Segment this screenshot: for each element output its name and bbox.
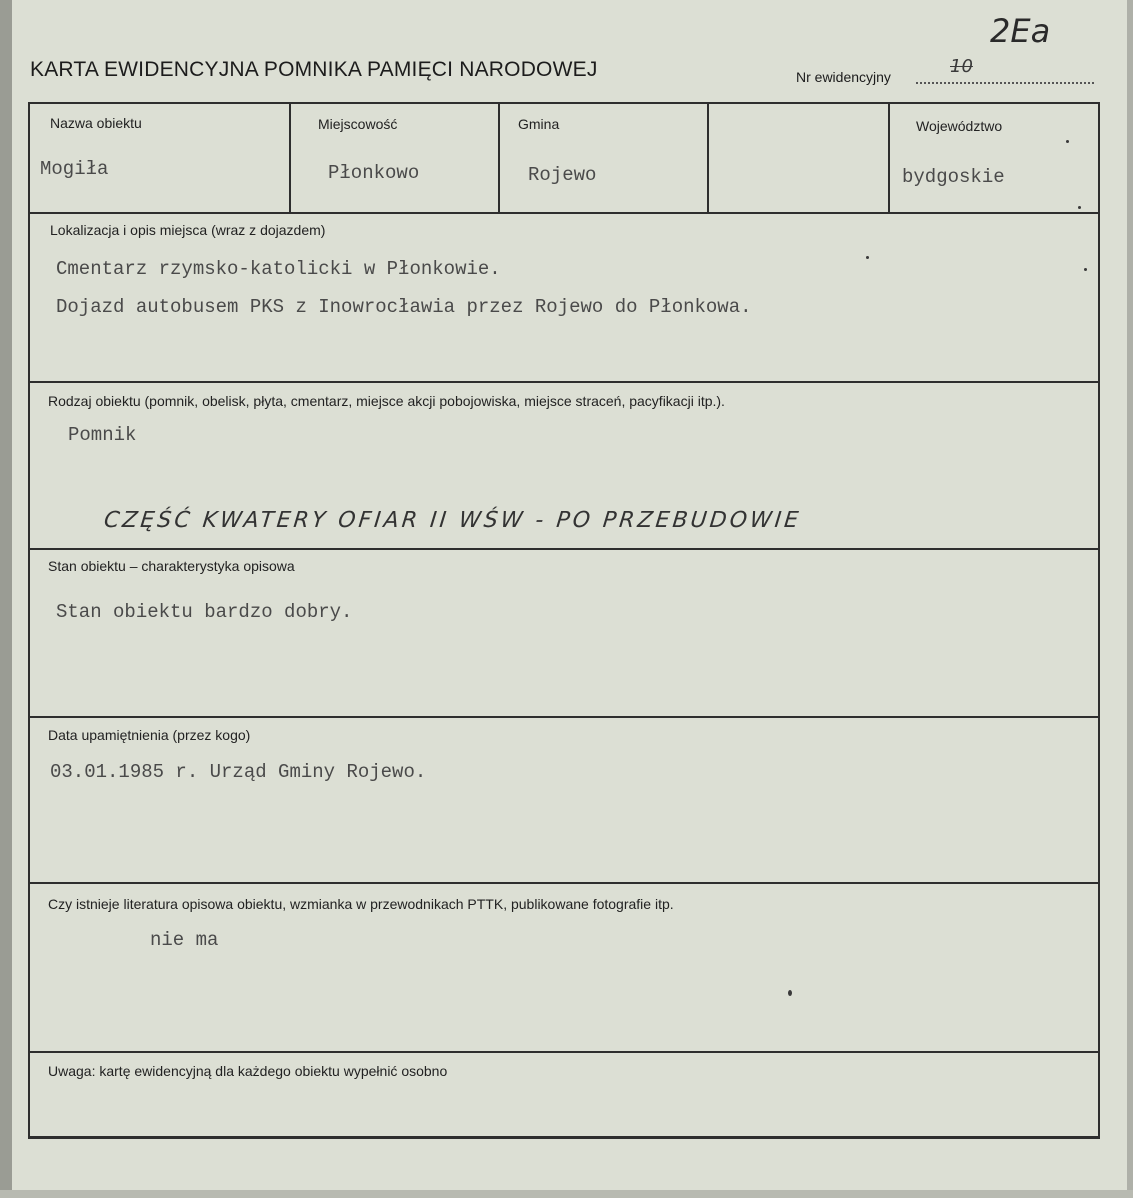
literatura-value: nie ma [150, 929, 219, 951]
column-divider-3 [707, 102, 709, 213]
uwaga-note: Uwaga: kartę ewidencyjną dla każdego obiektu wypełnić osobno [48, 1063, 448, 1079]
lokalizacja-line-1: Cmentarz rzymsko-katolicki w Płonkowie. [56, 258, 501, 280]
literatura-label: Czy istnieje literatura opisowa obiektu, wzmianka w przewodnikach PTTK, publikowane fotografie itp. [48, 896, 674, 912]
rodzaj-obiektu-value: Pomnik [68, 424, 137, 446]
gmina-label: Gmina [518, 116, 560, 132]
lokalizacja-line-2: Dojazd autobusem PKS z Inowrocławia przez Rojewo do Płonkowa. [56, 296, 752, 318]
scan-edge-bottom [0, 1190, 1133, 1198]
section-line-5 [28, 882, 1100, 884]
paper-speck [866, 256, 869, 259]
column-divider-4 [888, 102, 890, 213]
wojewodztwo-label: Województwo [916, 118, 1003, 134]
miejscowosc-label: Miejscowość [318, 116, 398, 132]
section-line-2 [28, 381, 1100, 383]
miejscowosc-value: Płonkowo [328, 162, 420, 184]
record-number-struck: 10 [950, 56, 973, 77]
record-number-dotted-line [916, 82, 1094, 84]
scan-edge-left [0, 0, 12, 1198]
nazwa-obiektu-value: Mogiła [40, 158, 109, 180]
column-divider-2 [498, 102, 500, 213]
lokalizacja-label: Lokalizacja i opis miejsca (wraz z dojazdem) [50, 222, 326, 238]
nazwa-obiektu-label: Nazwa obiektu [50, 115, 142, 131]
stan-obiektu-label: Stan obiektu – charakterystyka opisowa [48, 558, 295, 574]
gmina-value: Rojewo [528, 164, 597, 186]
frame-left-line [28, 102, 30, 1137]
paper-speck [788, 990, 792, 996]
wojewodztwo-value: bydgoskie [902, 166, 1005, 188]
scan-edge-right [1127, 0, 1133, 1198]
section-line-6 [28, 1051, 1100, 1053]
paper-speck [1066, 140, 1069, 143]
card-title: KARTA EWIDENCYJNA POMNIKA PAMIĘCI NARODOWEJ [30, 58, 598, 81]
handwritten-record-number: 2Ea [990, 12, 1051, 50]
paper-speck [1078, 206, 1081, 209]
column-divider-1 [289, 102, 291, 213]
rodzaj-handwritten-note: CZĘŚĆ KWATERY OFIAR II WŚW - PO PRZEBUDOWIE [102, 508, 803, 533]
section-line-4 [28, 716, 1100, 718]
data-upamietnienia-value: 03.01.1985 r. Urząd Gminy Rojewo. [50, 761, 427, 783]
paper-speck [1084, 268, 1087, 271]
section-line-3 [28, 548, 1100, 550]
record-number-label: Nr ewidencyjny [796, 69, 891, 85]
rodzaj-obiektu-label: Rodzaj obiektu (pomnik, obelisk, płyta, cmentarz, miejsce akcji pobojowiska, miejsce straceń, pacyfikacji itp.). [48, 393, 725, 409]
section-line-1 [28, 212, 1100, 214]
frame-right-line [1098, 102, 1100, 1137]
frame-bottom-line [28, 1136, 1100, 1139]
stan-obiektu-value: Stan obiektu bardzo dobry. [56, 601, 353, 623]
frame-top-line [28, 102, 1100, 104]
data-upamietnienia-label: Data upamiętnienia (przez kogo) [48, 727, 251, 743]
